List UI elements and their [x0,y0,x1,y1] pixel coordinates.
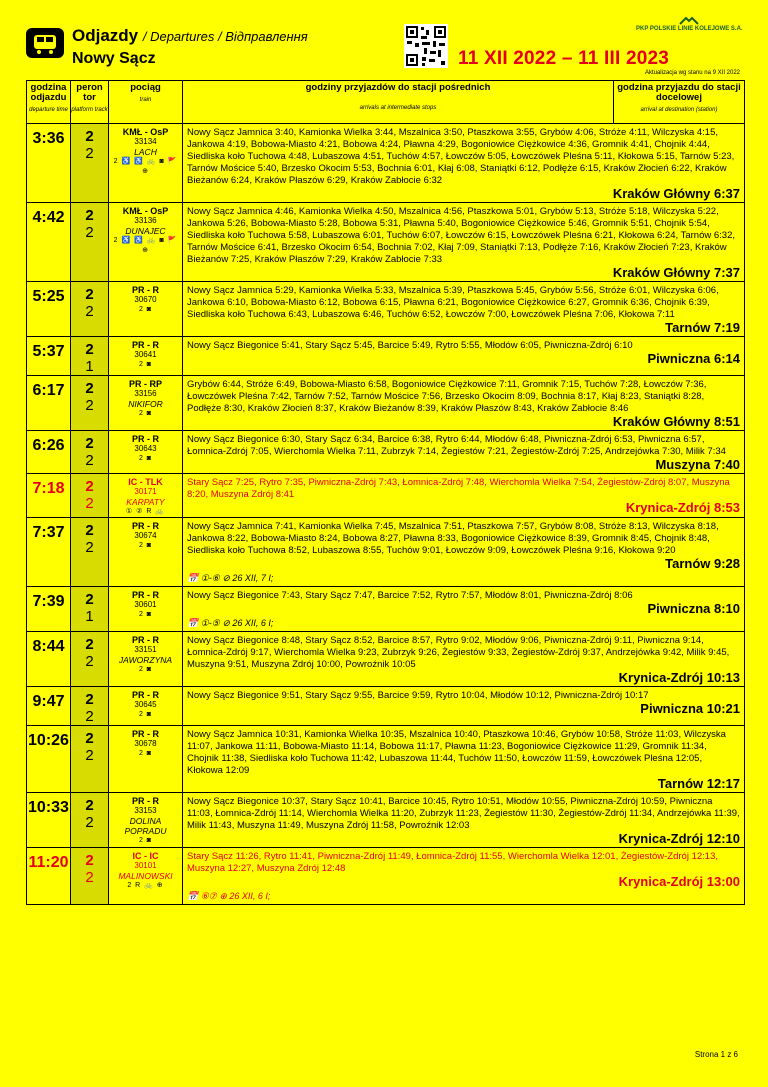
track: 2 [85,708,94,725]
stops-cell [183,518,745,587]
train-number: 30645 [134,700,157,709]
train-category: KMŁ - OsP [122,206,169,216]
intermediate-stops: Nowy Sącz Jamnica 7:41, Kamionka Wielka 7:45, Mszalnica 7:51, Ptaszkowa 7:57, Grybów 8:08, Stróże 8:13, Wilczyska 8:18, Jankowa 8:22, Bobowa-Miasto 8:24, Bobowa 8:27, Pławna 8:33, Bogoniowice Ciężkowice 8:39, Gromnik 8:45, Chojnik 8:48, Siedliska koło Tuchowa 8:52, Lubaszowa 8:55, Tuchów 9:01, Łowczów 9:09, Łowczówek Pleśna 9:16, Kłokowa 9:20 [187,521,719,556]
service-icons: 2 ◙ [138,306,153,313]
intermediate-stops: Stary Sącz 7:25, Rytro 7:35, Piwniczna-Zdrój 7:43, Łomnica-Zdrój 7:48, Wierchomla Wielka 7:54, Żegiestów-Zdrój 8:07, Muszyna 8:20, Muszyna Zdrój 8:41 [187,477,730,500]
track: 2 [85,814,94,831]
validity-period: 11 XII 2022 – 11 III 2023 [458,48,670,69]
table-row [27,203,745,282]
col-train: pociąg train [109,81,183,124]
calendar-restriction: 📅 ①-⑤ ⊘ 26 XII, 6 I; [187,618,274,628]
platform: 2 [85,636,94,653]
departure-time: 11:20 [27,848,71,905]
platform-track [71,431,109,474]
service-icons: 2 ◙ [138,611,153,618]
train-number: 30171 [134,487,157,496]
platform-track [71,848,109,905]
intermediate-stops: Nowy Sącz Biegonice 8:48, Stary Sącz 8:52, Barcice 8:57, Rytro 9:02, Młodów 9:06, Piwniczna-Zdrój 9:11, Piwniczna 9:14, Łomnica-Zdrój 9:17, Wierchomla Wielka 9:23, Zubrzyk 9:26, Żegiestów 9:33, Żegiestów-Zdrój 9:37, Andrzejówka 9:42, Milik 9:45, Muszyna 9:51, Muszyna Zdrój 10:00, Powroźnik 10:05 [187,635,730,670]
platform: 2 [85,852,94,869]
train-category: KMŁ - OsP [122,127,169,137]
train-number: 30643 [134,444,157,453]
intermediate-stops: Nowy Sącz Biegonice 5:41, Stary Sącz 5:45, Barcice 5:49, Rytro 5:55, Młodów 6:05, Piwniczna-Zdrój 6:10 [187,340,633,351]
platform: 2 [85,341,94,358]
service-icons: 2 ♿ ♿ 🚲 ◙ 🚩 ⊕ [113,237,178,254]
destination-arrival: Krynica-Zdrój 13:00 [618,874,740,889]
service-icons: 2 ◙ [138,455,153,462]
train-number: 33151 [134,645,157,654]
intermediate-stops: Nowy Sącz Jamnica 4:46, Kamionka Wielka 4:50, Mszalnica 4:56, Ptaszkowa 5:01, Grybów 5:13, Stróże 5:18, Wilczyska 5:22, Jankowa 5:26, Bobowa-Miasto 5:28, Bobowa 5:31, Pławna 5:40, Bogoniowice Ciężkowice 5:46, Gromnik 5:51, Chojnik 5:54, Siedliska koło Tuchowa 5:58, Lubaszowa 6:01, Tuchów 6:07, Łowczów 6:15, Łowczówek Pleśna 6:21, Kłokowa 6:24, Tarnów 6:32, Tarnów Mościce 6:41, Brzesko Okocim 6:54, Bochnia 7:02, Kłaj 7:09, Staniątki 7:13, Podłęże 7:16, Kraków Złocień 7:23, Kraków Bieżanów 7:25, Kraków Płaszów 7:29, Kraków Zabłocie 7:33 [187,206,735,265]
train-category: PR - R [132,635,159,645]
train-number: 33153 [134,806,157,815]
stops-cell [183,632,745,687]
platform: 2 [85,207,94,224]
platform-track [71,726,109,793]
destination-arrival: Piwniczna 10:21 [640,701,740,716]
page-number: Strona 1 z 6 [694,1050,738,1059]
train-info [109,848,183,905]
platform-track [71,376,109,431]
destination-arrival: Krynica-Zdrój 12:10 [618,831,740,846]
train-info [109,632,183,687]
train-category: PR - R [132,285,159,295]
platform: 2 [85,128,94,145]
departure-time: 9:47 [27,687,71,726]
train-info [109,431,183,474]
stops-cell [183,431,745,474]
stops-cell [183,793,745,848]
train-category: PR - R [132,796,159,806]
train-name: LACH [134,147,157,157]
train-number: 30678 [134,739,157,748]
platform: 2 [85,730,94,747]
update-note: Aktualizacja wg stanu na 9 XII 2022 [644,70,740,76]
service-icons: 2 ◙ [138,666,153,673]
intermediate-stops: Nowy Sącz Biegonice 9:51, Stary Sącz 9:55, Barcice 9:59, Rytro 10:04, Młodów 10:12, Piwniczna-Zdrój 10:17 [187,690,649,701]
platform-track [71,474,109,518]
train-info [109,726,183,793]
train-category: PR - R [132,434,159,444]
stops-cell [183,726,745,793]
intermediate-stops: Nowy Sącz Biegonice 6:30, Stary Sącz 6:34, Barcice 6:38, Rytro 6:44, Młodów 6:48, Piwniczna-Zdrój 6:53, Piwniczna 6:57, Łomnica-Zdrój 7:05, Wierchomla Wielka 7:11, Zubrzyk 7:14, Żegiestów 7:21, Żegiestów-Zdrój 7:25, Andrzejówka 7:30, Milik 7:34 [187,434,726,457]
table-row [27,376,745,431]
train-info [109,376,183,431]
destination-arrival: Kraków Główny 6:37 [612,186,740,201]
platform: 2 [85,380,94,397]
train-name: DUNAJEC [125,226,166,236]
col-destination: godzina przyjazdu do stacji docelowej arrival at destination (station) [614,81,745,124]
service-icons: 2 ♿ ♿ 🚲 ◙ 🚩 ⊕ [113,158,178,175]
service-icons: 2 ◙ [138,711,153,718]
col-time: godzina odjazdu departure time [27,81,71,124]
train-name: MALINOWSKI [118,871,173,881]
destination-arrival: Piwniczna 8:10 [647,601,740,616]
stops-cell [183,337,745,376]
train-category: IC - IC [132,851,159,861]
train-info [109,687,183,726]
train-number: 30601 [134,600,157,609]
destination-arrival: Krynica-Zdrój 8:53 [625,500,740,515]
intermediate-stops: Stary Sącz 11:26, Rytro 11:41, Piwniczna-Zdrój 11:49, Łomnica-Zdrój 11:55, Wierchomla Wielka 12:01, Żegiestów-Zdrój 12:13, Muszyna 12:27, Muszyna Zdrój 12:48 [187,851,719,874]
platform-track [71,124,109,203]
departure-time: 7:39 [27,587,71,632]
destination-arrival: Kraków Główny 7:37 [612,265,740,280]
calendar-restriction: 📅 ⑥⑦ ⊕ 26 XII, 6 I; [187,891,271,901]
train-name: KARPATY [126,497,165,507]
destination-arrival: Tarnów 12:17 [657,776,740,791]
operator-name: PKP POLSKIE LINIE KOLEJOWE S.A. [636,26,743,32]
train-number: 33134 [134,137,157,146]
table-row [27,282,745,337]
destination-arrival: Tarnów 9:28 [665,556,740,571]
table-row [27,687,745,726]
intermediate-stops: Nowy Sącz Jamnica 3:40, Kamionka Wielka 3:44, Mszalnica 3:50, Ptaszkowa 3:55, Grybów 4:06, Stróże 4:11, Wilczyska 4:15, Jankowa 4:19, Bobowa-Miasto 4:21, Bobowa 4:24, Pławna 4:29, Bogoniowice Ciężkowice 4:36, Gromnik 4:41, Chojnik 4:44, Siedliska koło Tuchowa 4:48, Lubaszowa 4:51, Tuchów 4:57, Łowczów 5:05, Łowczówek Pleśna 5:11, Kłokowa 5:15, Tarnów 5:23, Tarnów Mościce 5:40, Brzesko Okocim 5:53, Bochnia 6:01, Kłaj 6:08, Staniątki 6:12, Podłęże 6:15, Kraków Złocień 6:22, Kraków Bieżanów 6:24, Kraków Płaszów 6:29, Kraków Zabłocie 6:32 [187,127,735,186]
service-icons: 2 ◙ [138,410,153,417]
departure-time: 5:37 [27,337,71,376]
platform-track [71,687,109,726]
track: 2 [85,452,94,469]
stops-cell [183,282,745,337]
service-icons: 2 ◙ [138,750,153,757]
train-category: PR - RP [128,379,162,389]
departure-time: 7:18 [27,474,71,518]
table-row [27,793,745,848]
train-category: IC - TLK [128,477,163,487]
destination-arrival: Tarnów 7:19 [665,320,740,335]
intermediate-stops: Nowy Sącz Jamnica 10:31, Kamionka Wielka 10:35, Mszalnica 10:40, Ptaszkowa 10:46, Grybów 10:58, Stróże 11:03, Wilczyska 11:07, Jankowa 11:11, Bobowa-Miasto 11:14, Bobowa 11:17, Pławna 11:23, Bogoniowice Ciężkowice 11:29, Gromnik 11:34, Chojnik 11:38, Siedliska koło Tuchowa 11:42, Lubaszowa 11:44, Tuchów 11:50, Łowczów 11:59, Łowczówek Pleśna 12:05, Kłokowa 12:09 [187,729,726,776]
stops-cell [183,687,745,726]
train-info [109,474,183,518]
service-icons: ① ② R 🚲 [125,508,166,515]
departure-time: 7:37 [27,518,71,587]
destination-arrival: Krynica-Zdrój 10:13 [618,670,740,685]
table-row [27,518,745,587]
train-icon [26,28,64,58]
platform-track [71,282,109,337]
station-name: Nowy Sącz [72,50,156,67]
departure-time: 8:44 [27,632,71,687]
stops-cell [183,587,745,632]
train-name: JAWORZYNA [118,655,173,665]
train-info [109,337,183,376]
intermediate-stops: Grybów 6:44, Stróże 6:49, Bobowa-Miasto 6:58, Bogoniowice Ciężkowice 7:11, Gromnik 7:15, Tuchów 7:28, Łowczów 7:36, Łowczówek Pleśna 7:42, Tarnów 7:52, Tarnów Mościce 7:56, Brzesko Okocim 8:09, Bochnia 8:17, Kłaj 8:23, Staniątki 8:28, Podłęże 8:30, Kraków Złocień 8:37, Kraków Bieżanów 8:39, Kraków Płaszów 8:43, Kraków Zabłocie 8:46 [187,379,707,414]
train-number: 33136 [134,216,157,225]
train-info [109,203,183,282]
track: 2 [85,145,94,162]
stops-cell [183,474,745,518]
table-header [27,81,745,124]
track: 2 [85,397,94,414]
platform: 2 [85,478,94,495]
col-platform: peron tor platform track [71,81,109,124]
qr-code-icon [404,24,448,68]
destination-arrival: Muszyna 7:40 [655,457,740,472]
train-category: PR - R [132,521,159,531]
train-category: PR - R [132,690,159,700]
track: 2 [85,224,94,241]
platform-track [71,518,109,587]
train-number: 30641 [134,350,157,359]
platform: 2 [85,797,94,814]
stops-cell [183,124,745,203]
track: 2 [85,653,94,670]
train-category: PR - R [132,340,159,350]
platform: 2 [85,691,94,708]
platform-track [71,587,109,632]
departure-time: 4:42 [27,203,71,282]
table-row [27,726,745,793]
intermediate-stops: Nowy Sącz Jamnica 5:29, Kamionka Wielka 5:33, Mszalnica 5:39, Ptaszkowa 5:45, Grybów 5:56, Stróże 6:01, Wilczyska 6:06, Jankowa 6:10, Bobowa-Miasto 6:12, Bobowa 6:15, Pławna 6:21, Bogoniowice Ciężkowice 6:27, Gromnik 6:36, Chojnik 6:39, Siedliska koło Tuchowa 6:43, Lubaszowa 6:46, Tuchów 6:52, Łowczów 7:00, Łowczówek Pleśna 7:06, Kłokowa 7:11 [187,285,719,320]
departure-time: 5:25 [27,282,71,337]
train-number: 33156 [134,389,157,398]
platform: 2 [85,435,94,452]
platform: 2 [85,286,94,303]
train-category: PR - R [132,590,159,600]
page-title: Odjazdy / Departures / Відправлення [72,26,308,45]
service-icons: 2 ◙ [138,542,153,549]
calendar-restriction: 📅 ①-⑥ ⊘ 26 XII, 7 I; [187,573,274,583]
service-icons: 2 ◙ [138,837,153,844]
track: 1 [85,608,94,625]
platform: 2 [85,522,94,539]
train-number: 30674 [134,531,157,540]
train-info [109,793,183,848]
stops-cell [183,203,745,282]
platform-track [71,337,109,376]
stops-cell [183,848,745,905]
platform-track [71,632,109,687]
destination-arrival: Piwniczna 6:14 [647,351,740,366]
pkp-logo-icon [678,16,700,26]
table-row [27,587,745,632]
track: 1 [85,358,94,375]
train-category: PR - R [132,729,159,739]
track: 2 [85,495,94,512]
departures-table [26,80,745,905]
service-icons: 2 R 🚲 ⊕ [127,882,164,889]
table-row [27,124,745,203]
train-info [109,282,183,337]
table-row [27,632,745,687]
platform: 2 [85,591,94,608]
departure-time: 6:17 [27,376,71,431]
departure-time: 10:33 [27,793,71,848]
table-row [27,337,745,376]
track: 2 [85,303,94,320]
col-stops: godziny przyjazdów do stacji pośrednich arrivals at intermediate stops [183,81,614,124]
track: 2 [85,747,94,764]
train-info [109,518,183,587]
header [26,22,744,82]
departure-time: 10:26 [27,726,71,793]
table-row [27,848,745,905]
destination-arrival: Kraków Główny 8:51 [612,414,740,429]
train-info [109,124,183,203]
intermediate-stops: Nowy Sącz Biegonice 7:43, Stary Sącz 7:47, Barcice 7:52, Rytro 7:57, Młodów 8:01, Piwniczna-Zdrój 8:06 [187,590,633,601]
stops-cell [183,376,745,431]
service-icons: 2 ◙ [138,361,153,368]
track: 2 [85,539,94,556]
table-row [27,474,745,518]
track: 2 [85,869,94,886]
train-info [109,587,183,632]
intermediate-stops: Nowy Sącz Biegonice 10:37, Stary Sącz 10:41, Barcice 10:45, Rytro 10:51, Młodów 10:55, Piwniczna-Zdrój 10:59, Piwniczna 11:03, Łomnica-Zdrój 11:14, Wierchomla Wielka 11:20, Zubrzyk 11:23, Żegiestów 11:30, Żegiestów-Zdrój 11:34, Andrzejówka 11:39, Milik 11:43, Muszyna 11:49, Muszyna Zdrój 11:58, Powroźnik 12:03 [187,796,740,831]
departure-time: 6:26 [27,431,71,474]
platform-track [71,203,109,282]
train-number: 30101 [134,861,157,870]
train-name: NIKIFOR [128,399,163,409]
train-name: DOLINA POPRADU [124,816,167,836]
table-row [27,431,745,474]
departure-time: 3:36 [27,124,71,203]
platform-track [71,793,109,848]
train-number: 30670 [134,295,157,304]
